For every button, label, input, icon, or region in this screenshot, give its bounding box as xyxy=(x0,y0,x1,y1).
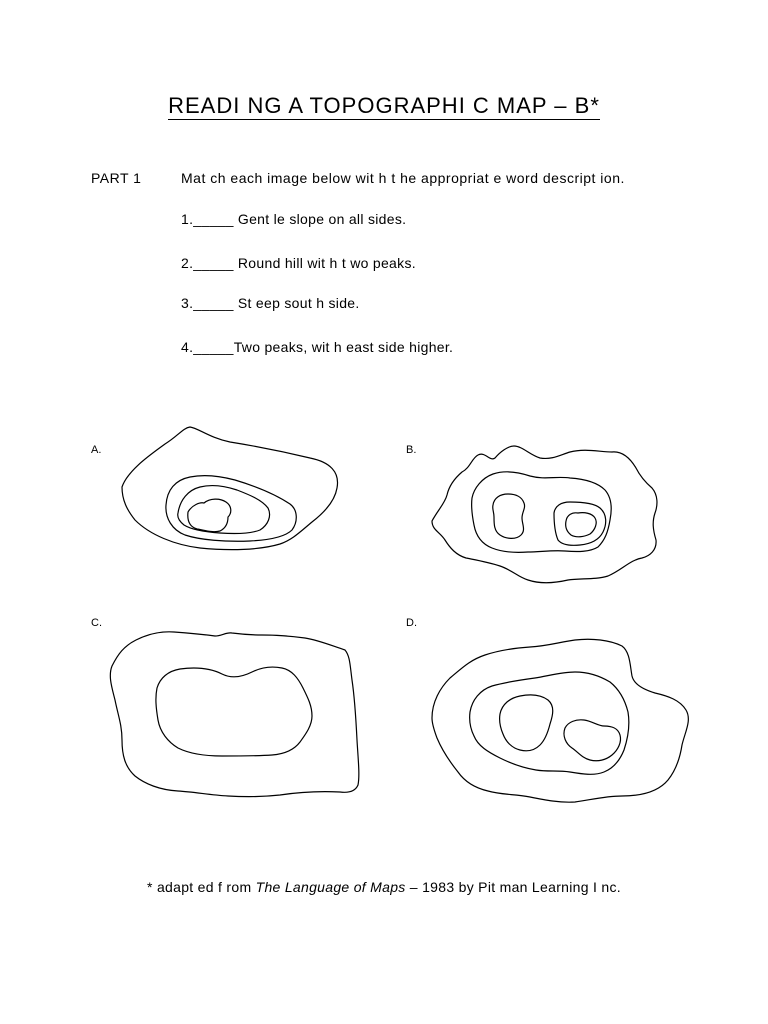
map-d-label: D. xyxy=(406,617,417,629)
map-b-label: B. xyxy=(406,444,417,456)
map-c-label: C. xyxy=(91,617,102,629)
map-d-contour-outer xyxy=(432,639,688,802)
item-3: 3._____ St eep sout h side. xyxy=(181,295,360,311)
item-2: 2._____ Round hill wit h t wo peaks. xyxy=(181,255,416,271)
part-instruction: Mat ch each image below wit h t he appropriat e word descript ion. xyxy=(181,170,625,186)
footnote-prefix: * adapt ed f rom xyxy=(147,879,256,895)
footnote-source-title: The Language of Maps xyxy=(255,879,406,895)
footnote-suffix: – 1983 by Pit man Learning I nc. xyxy=(405,879,621,895)
worksheet-title-text: READI NG A TOPOGRAPHI C MAP – B* xyxy=(168,93,600,118)
part-label: PART 1 xyxy=(91,170,142,186)
item-1: 1._____ Gent le slope on all sides. xyxy=(181,211,407,227)
map-a-label: A. xyxy=(91,444,102,456)
item-4: 4._____Two peaks, wit h east side higher. xyxy=(181,339,454,355)
footnote xyxy=(0,879,768,895)
map-d-peak-east xyxy=(564,720,621,761)
map-d-peak-west xyxy=(500,695,553,751)
